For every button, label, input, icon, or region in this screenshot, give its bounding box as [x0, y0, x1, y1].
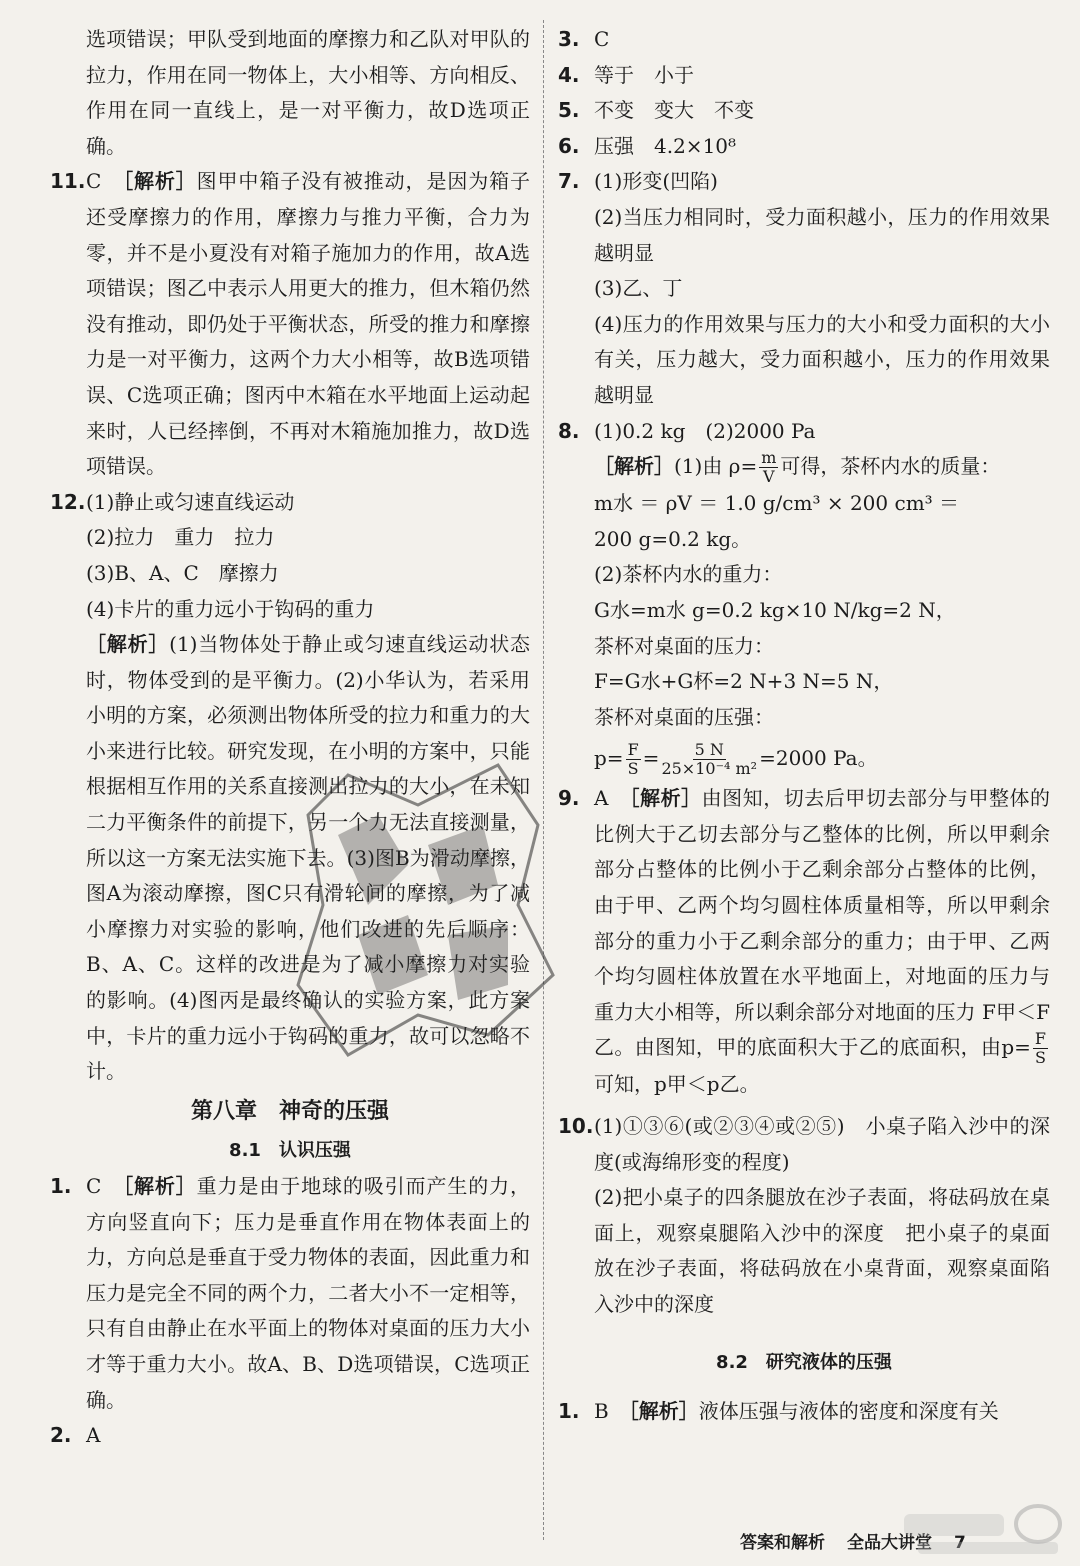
answer-9: 9. A ［解析］由图知，切去后甲切去部分与甲整体的比例大于乙切去部分与乙整体的比例，所以甲剩余部分占整体的比例小于乙剩余部分占整体的比例，由于甲、乙两个均匀圆柱体质量相等，所以甲剩余部分的重力小于乙剩余部分的重力；由于甲、乙两个均匀圆柱体放置在水平地面上，对地面的压力与重力大小相等，所以剩余部分对地面的压力 F甲＜F乙。由图知，甲的底面积大于乙的底面积，由p= $\frac{F}{S}$ 可知，p甲＜p乙。: [558, 786, 1051, 1097]
section-title-8-2: 8.2 研究液体的压强: [716, 1351, 892, 1373]
fraction-f-over-s: $\frac{F}{S}$: [627, 740, 639, 779]
watermark-stamp-image: [268, 735, 568, 1065]
answer-7: 7. (1)形变(凹陷) (2)当压力相同时，受力面积越小，压力的作用效果越明显 (3)乙、丁 (4)压力的作用效果与压力的大小和受力面积的大小有关，压力越大，受力面积越小，压力的作用效果越明显: [558, 169, 1050, 407]
footer-brand: 全品大讲堂: [847, 1533, 932, 1553]
answer-8-1-1: 1. C ［解析］重力是由于地球的吸引而产生的力，方向竖直向下；压力是垂直作用在物体表面上的力，方向总是垂直于受力物体的表面，因此重力和压力是完全不同的两个力，二者大小不一定相等，只有自由静止在水平面上的物体对桌面的压力大小才等于重力大小。故A、B、D选项错误，C选项正确。: [50, 1174, 531, 1412]
answer-5: 5. 不变 变大 不变: [558, 98, 754, 123]
answer-4: 4. 等于 小于: [558, 62, 694, 87]
answer-8-1-2: 2. A: [50, 1423, 101, 1448]
answer-3: 3. C: [558, 27, 610, 51]
answer-8-2-1: 1. B ［解析］液体压强与液体的密度和深度有关: [558, 1399, 999, 1424]
page-number: 7: [954, 1533, 966, 1553]
fraction-f-over-s-2: $\frac{F}{S}$: [1034, 1029, 1046, 1068]
right-column: [558, 22, 1050, 1430]
answer-12: 12. (1)静止或匀速直线运动 (2)拉力 重力 拉力 (3)B、A、C 摩擦力 (4)卡片的重力远小于钩码的重力 ［解析］(1)当物体处于静止或匀速直线运动状态时，物体受到的是平衡力。(2)小华认为，若采用小明的方案，必须测出物体所受的拉力和重力的大小来进行比较。研究发现，在小明的方案中，只能根据相互作用的关系直接测出拉力的大小，在未知二力平衡条件的前提下，另一个力无法直接测量，所以这一方案无法实施下去。(3)图B为滑动摩擦，图A为滚动摩擦，图C只有滑轮间的摩擦，为了减小摩擦力对实验的影响，他们改进的先后顺序：B、A、C。这样的改进是为了减小摩擦力对实验的影响。(4)图丙是最终确认的实验方案，此方案中，卡片的重力远小于钩码的重力，故可以忽略不计。: [50, 489, 530, 1084]
chapter-title: 第八章 神奇的压强: [190, 1098, 389, 1124]
fraction-m-over-v: $\frac{m}{V}$: [761, 448, 777, 487]
fraction-pressure-calc: $\frac{5 N}{\text{25×10⁻⁴ m²}}$: [661, 740, 758, 779]
footer-label: 答案和解析: [740, 1533, 825, 1553]
section-title-8-1: 8.1 认识压强: [229, 1140, 351, 1162]
answer-11: 11. C ［解析］图甲中箱子没有被推动，是因为箱子还受摩擦力的作用，摩擦力与推力平衡，合力为零，并不是小夏没有对箱子施加力的作用，故A选项错误；图乙中表示人用更大的推力，但木箱仍然没有推动，即仍处于平衡状态，所受的推力和摩擦力是一对平衡力，这两个力大小相等，故B选项错误、C选项正确；图丙中木箱在水平地面上运动起来时，人已经摔倒，不再对木箱施加推力，故D选项错误。: [50, 169, 531, 479]
answer-10: 10. (1)①③⑥(或②③④或②⑤) 小桌子陷入沙中的深度(或海绵形变的程度) (2)把小桌子的四条腿放在沙子表面，将砝码放在桌面上，观察桌腿陷入沙中的深度 把小桌子的桌面放在沙子表面，将砝码放在小桌背面，观察桌面陷入沙中的深度: [558, 1114, 1050, 1316]
q10-continuation: 选项错误；甲队受到地面的摩擦力和乙队对甲队的拉力，作用在同一物体上，大小相等、方向相反、作用在同一直线上，是一对平衡力，故D选项正确。: [86, 27, 530, 158]
answer-8: 8. (1)0.2 kg (2)2000 Pa ［解析］(1)由 ρ= $\frac{m}{V}$ 可得，茶杯内水的质量： m水 ＝ ρV ＝ 1.0 g/cm³ × 200 cm³ ＝ 200 g=0.2 kg。 (2)茶杯内水的重力： G水=m水 g=0.2 kg×10 N/kg=2 N， 茶杯对桌面的压力： F=G水+G杯=2 N+3 N=5 N， 茶杯对桌面的压强： p= $\frac{F}{S}$ = $\frac{5 N}{\text{25×10⁻⁴ m²}}$ =2000 Pa。: [558, 418, 1001, 779]
site-logo-watermark: [898, 1500, 1070, 1560]
answer-6: 6. 压强 4.2×10⁸: [558, 133, 737, 158]
